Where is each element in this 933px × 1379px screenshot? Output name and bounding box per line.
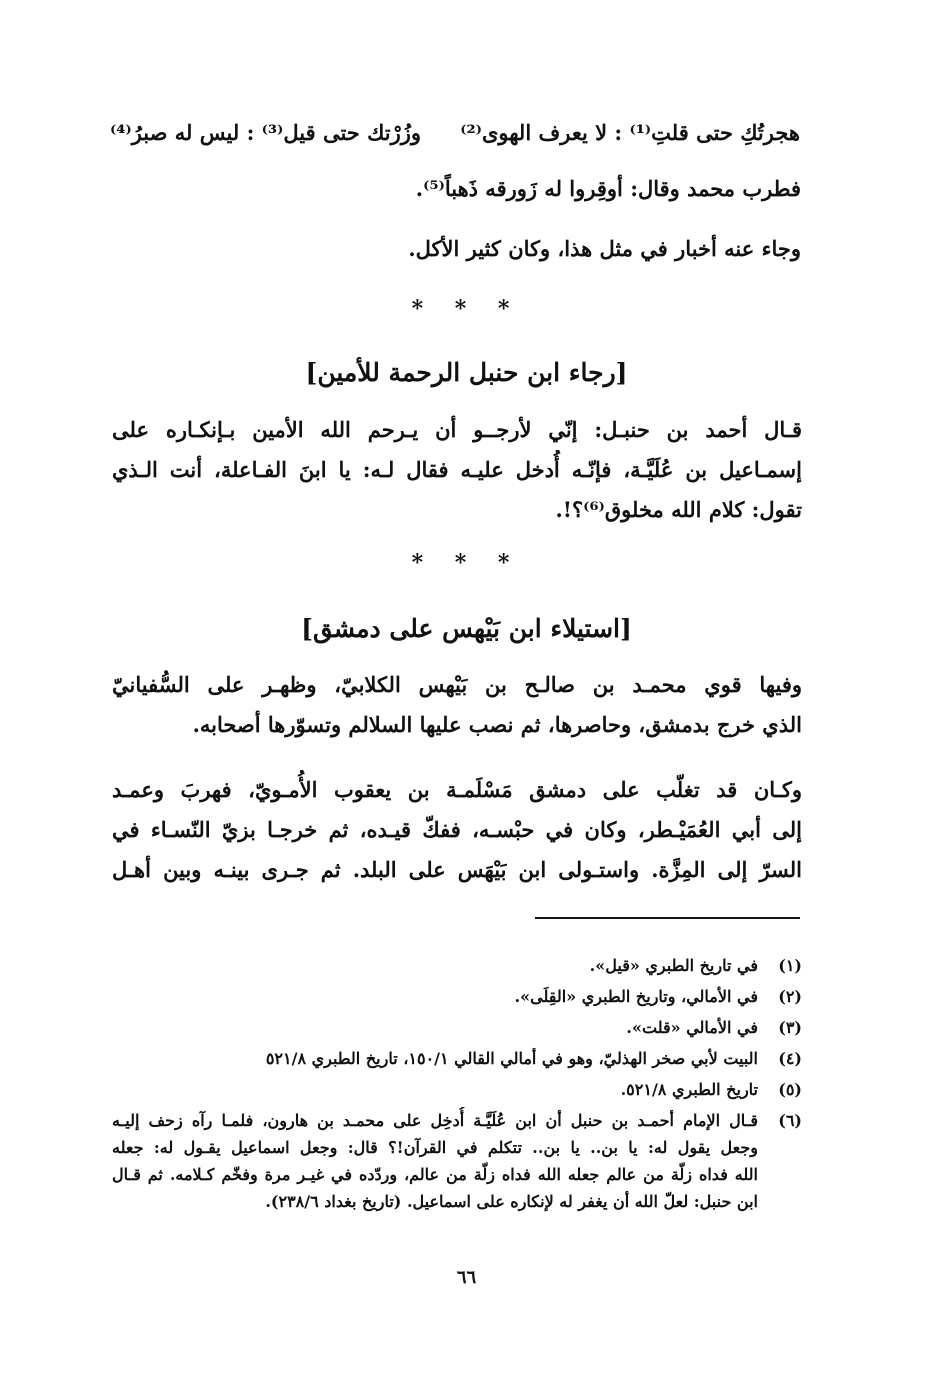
text-line-2: وجاء عنه أخبار في مثل هذا، وكان كثير الأكل.: [408, 236, 801, 261]
footnotes: [112, 952, 802, 1219]
verse-right-hemistich: هجرتُكِ حتى قلتِ⁽¹⁾ : لا يعرف الهوى⁽²⁾: [460, 120, 800, 145]
paragraph-line: السرّ إلى المِزَّة. واستـولى ابن بَيْهَس على البلد. ثم جـرى بينـه وبين أهـل: [112, 857, 802, 882]
footnote-number: (٤): [778, 1049, 802, 1068]
section-2-paragraph-1: [112, 665, 802, 745]
footnote-text: في الأمالي، وتاريخ الطبري «القِلَى».: [514, 987, 758, 1006]
paragraph-line: إسمـاعيل بن عُلَيَّـة، فإنّـه أُدخل عليـه فقال لـه: يا ابنَ الفـاعلة، أنت الـذي: [112, 457, 802, 482]
footnote-number: (٦): [778, 1111, 802, 1130]
footnote-separator-rule: [535, 917, 800, 919]
footnote-text: الله فداه زلّة من عالم جعله الله فداه زلّة من عالم، وردّده في غيـر مرة وفخّم كـلامه. ثم قـال: [112, 1165, 758, 1184]
footnote-text: في الأمالي «قلت».: [626, 1018, 758, 1037]
footnote: [112, 1014, 802, 1041]
section-separator-2: * * *: [411, 550, 522, 576]
footnote: [112, 1045, 802, 1072]
footnote-text: قـال الإمام أحمـد بن حنبل أن ابن عُلَيَّـة أُدخِل على محمـد بن هارون، فلمـا رآه زحف إليـه: [112, 1111, 758, 1130]
footnote-text: وجعل يقول له: يا بن.. يا بن.. تتكلم في القرآن!؟ قال: وجعل اسماعيل يقـول له: جعله: [112, 1138, 758, 1157]
footnote-text: في تاريخ الطبري «قيل».: [589, 956, 758, 975]
paragraph-line: الذي خرج بدمشق، وحاصرها، ثم نصب عليها السلالم وتسوّرها أصحابه.: [192, 712, 802, 737]
paragraph-line: وفيها قوي محمـد بن صالـح بن بَيْهس الكلابيّ، وظهـر على السُّفيانيّ: [112, 672, 802, 697]
section-heading-2: [استيلاء ابن بَيْهس على دمشق]: [301, 614, 632, 643]
footnote: [112, 1076, 802, 1103]
paragraph-line: إلى أبي العُمَيْـطر، وكان في حبْسـه، ففكّ قيـده، ثم خرجـا بزيّ النّسـاء في: [112, 817, 802, 842]
footnote-text: ابن حنبل: لعلّ الله أن يغفر له لإنكاره على اسماعيل. (تاريخ بغداد ٢٣٨/٦).: [265, 1192, 758, 1211]
footnote-number: (٥): [778, 1080, 802, 1099]
section-separator-1: * * *: [411, 296, 522, 322]
footnote-text: تاريخ الطبري ٥٢١/٨.: [620, 1080, 758, 1099]
footnote: [112, 952, 802, 979]
section-heading-1: [رجاء ابن حنبل الرحمة للأمين]: [305, 358, 628, 387]
text-line-1: فطرب محمد وقال: أوقِروا له زَورقه ذَهباً⁽⁵⁾.: [415, 176, 801, 201]
paragraph-line: تقول: كلام الله مخلوق⁽⁶⁾؟!.: [555, 497, 802, 522]
footnote-number: (١): [778, 956, 802, 975]
footnote-number: (٣): [778, 1018, 802, 1037]
page-number: ٦٦: [456, 1267, 477, 1288]
poetry-verse: [110, 112, 800, 152]
verse-left-hemistich: وزُرْتك حتى قيل⁽³⁾ : ليس له صبرُ⁽⁴⁾: [110, 120, 422, 145]
footnote: [112, 983, 802, 1010]
paragraph-line: قـال أحمد بن حنبـل: إنّي لأرجــو أن يـرحم الله الأمين بـإنكـاره على: [112, 417, 802, 442]
section-1-paragraph: [112, 410, 802, 530]
footnote-number: (٢): [778, 987, 802, 1006]
paragraph-line: وكـان قد تغلّب على دمشق مَسْلَمـة بن يعقوب الأُمـويّ، فهربَ وعمـد: [112, 777, 802, 802]
footnote: [112, 1107, 802, 1215]
section-2-paragraph-2: [112, 770, 802, 890]
footnote-text: البيت لأبي صخر الهذليّ، وهو في أمالي القالي ١٥٠/١، تاريخ الطبري ٥٢١/٨: [265, 1049, 758, 1068]
